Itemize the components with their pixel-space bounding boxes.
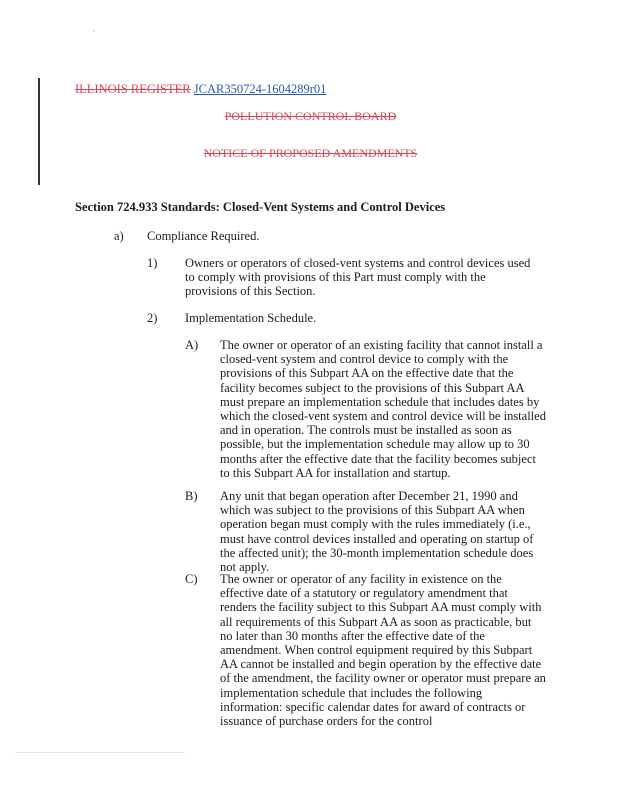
- section-title: Section 724.933 Standards: Closed-Vent Systems and Control Devices: [75, 200, 446, 214]
- scan-speck: [93, 30, 95, 32]
- register-header: [75, 82, 326, 97]
- agency-heading: POLLUTION CONTROL BOARD: [224, 109, 397, 123]
- item-B-text: Any unit that began operation after December 21, 1990 and which was subject to the provisions of this Subpart AA when operation began must comply with the rules immediately (i.e., must have control devices installed and operating on startup of the affected unit); the 30-month implementation schedule does not apply.: [220, 489, 534, 575]
- subsection-a-label: a): [114, 229, 124, 243]
- subsection-a-heading: Compliance Required.: [147, 229, 260, 243]
- item-2-label: 2): [147, 311, 158, 325]
- item-A-label: A): [185, 338, 199, 352]
- item-B-label: B): [185, 489, 198, 503]
- item-1-text: Owners or operators of closed-vent systems and control devices used to comply with provisions of this Part must comply with the provisions of this Section.: [185, 256, 531, 299]
- item-C-label: C): [185, 572, 198, 586]
- item-C-text: The owner or operator of any facility in existence on the effective date of a statutory or regulatory amendment that renders the facility subject to this Subpart AA must comply with all requirements of this Subpart AA as soon as practicable, but no later than 30 months after the effective date of the amendment. When control equipment required by this Subpart AA cannot be installed and begin operation by the effective date of the amendment, the facility owner or operator must prepare an implementation schedule that includes the following information: specific calendar dates for award of contracts or issuance of purchase orders for the control: [220, 572, 546, 729]
- register-inserted-text: JCAR350724-1604289r01: [193, 82, 327, 96]
- item-A-text: The owner or operator of an existing facility that cannot install a closed-vent system and control device to comply with the provisions of this Subpart AA on the effective date that the facility becomes subject to the provisions of this Subpart AA must prepare an implementation schedule that includes dates by which the closed-vent system and control device will be installed and in operation. The controls must be installed as soon as possible, but the implementation schedule may allow up to 30 months after the effective date that the facility becomes subject to this Subpart AA for installation and startup.: [220, 338, 546, 480]
- notice-heading: NOTICE OF PROPOSED AMENDMENTS: [203, 146, 418, 160]
- item-1-label: 1): [147, 256, 158, 270]
- footer-rule: [15, 752, 185, 753]
- register-struck-text: ILLINOIS REGISTER: [75, 82, 191, 96]
- item-2-heading: Implementation Schedule.: [185, 311, 317, 325]
- revision-change-bar: [38, 78, 40, 185]
